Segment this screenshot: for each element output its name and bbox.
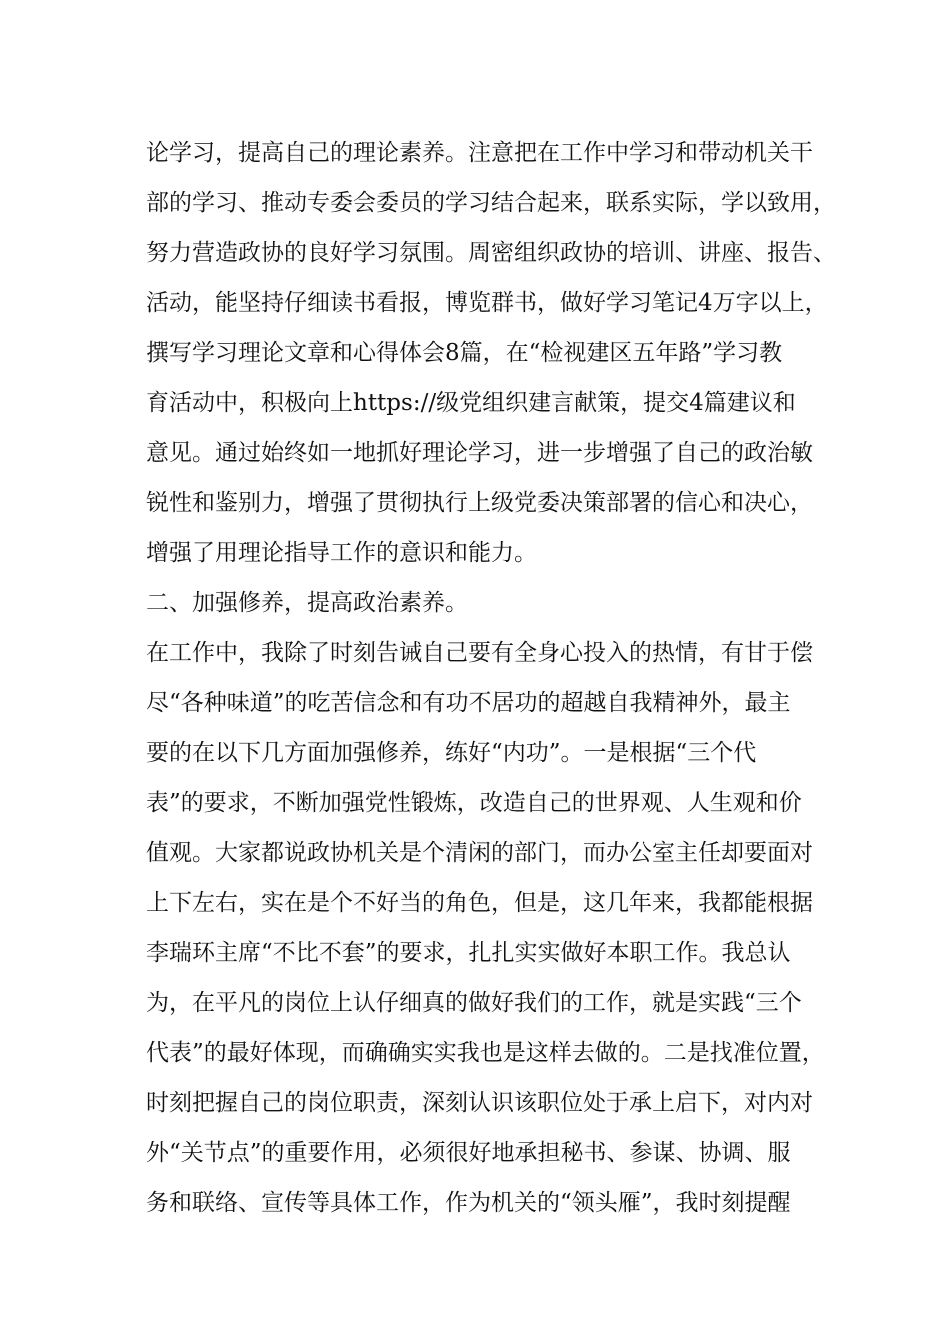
section-heading: 二、加强修养，提高政治素养。 (146, 590, 468, 616)
text-line: 上下左右，实在是个不好当的角色，但是，这几年来，我都能根据 (146, 890, 813, 916)
text-line: 代表”的最好体现，而确确实实我也是这样去做的。二是找准位置， (146, 1040, 825, 1066)
text-line: 论学习，提高自己的理论素养。注意把在工作中学习和带动机关干 (146, 140, 813, 166)
text-line: 增强了用理论指导工作的意识和能力。 (146, 540, 537, 566)
text-line: 李瑞环主席“不比不套”的要求，扎扎实实做好本职工作。我总认 (146, 940, 791, 966)
text-line: 努力营造政协的良好学习氛围。周密组织政协的培训、讲座、报告、 (146, 240, 836, 266)
body-text (146, 128, 836, 1228)
text-line: 为，在平凡的岗位上认仔细真的做好我们的工作，就是实践“三个 (146, 990, 802, 1016)
text-line: 在工作中，我除了时刻告诫自己要有全身心投入的热情，有甘于偿 (146, 640, 813, 666)
text-line: 锐性和鉴别力，增强了贯彻执行上级党委决策部署的信心和决心， (146, 490, 813, 516)
text-line: 务和联络、宣传等具体工作，作为机关的“领头雁”，我时刻提醒 (146, 1190, 791, 1216)
text-line: 要的在以下几方面加强修养，练好“内功”。一是根据“三个代 (146, 740, 757, 766)
text-line: 表”的要求，不断加强党性锻炼，改造自己的世界观、人生观和价 (146, 790, 802, 816)
text-line: 尽“各种味道”的吃苦信念和有功不居功的超越自我精神外，最主 (146, 690, 791, 716)
text-line: 活动，能坚持仔细读书看报，博览群书，做好学习笔记4万字以上， (146, 290, 828, 316)
text-line: 撰写学习理论文章和心得体会8篇，在“检视建区五年路”学习教 (146, 340, 783, 366)
text-line: 值观。大家都说政协机关是个清闲的部门，而办公室主任却要面对 (146, 840, 813, 866)
text-line: 意见。通过始终如一地抓好理论学习，进一步增强了自己的政治敏 (146, 440, 813, 466)
text-line: 时刻把握自己的岗位职责，深刻认识该职位处于承上启下，对内对 (146, 1090, 813, 1116)
text-line: 部的学习、推动专委会委员的学习结合起来，联系实际，学以致用， (146, 190, 836, 216)
text-line: 外“关节点”的重要作用，必须很好地承担秘书、参谋、协调、服 (146, 1140, 791, 1166)
text-line: 育活动中，积极向上https://级党组织建言献策，提交4篇建议和 (146, 390, 796, 416)
